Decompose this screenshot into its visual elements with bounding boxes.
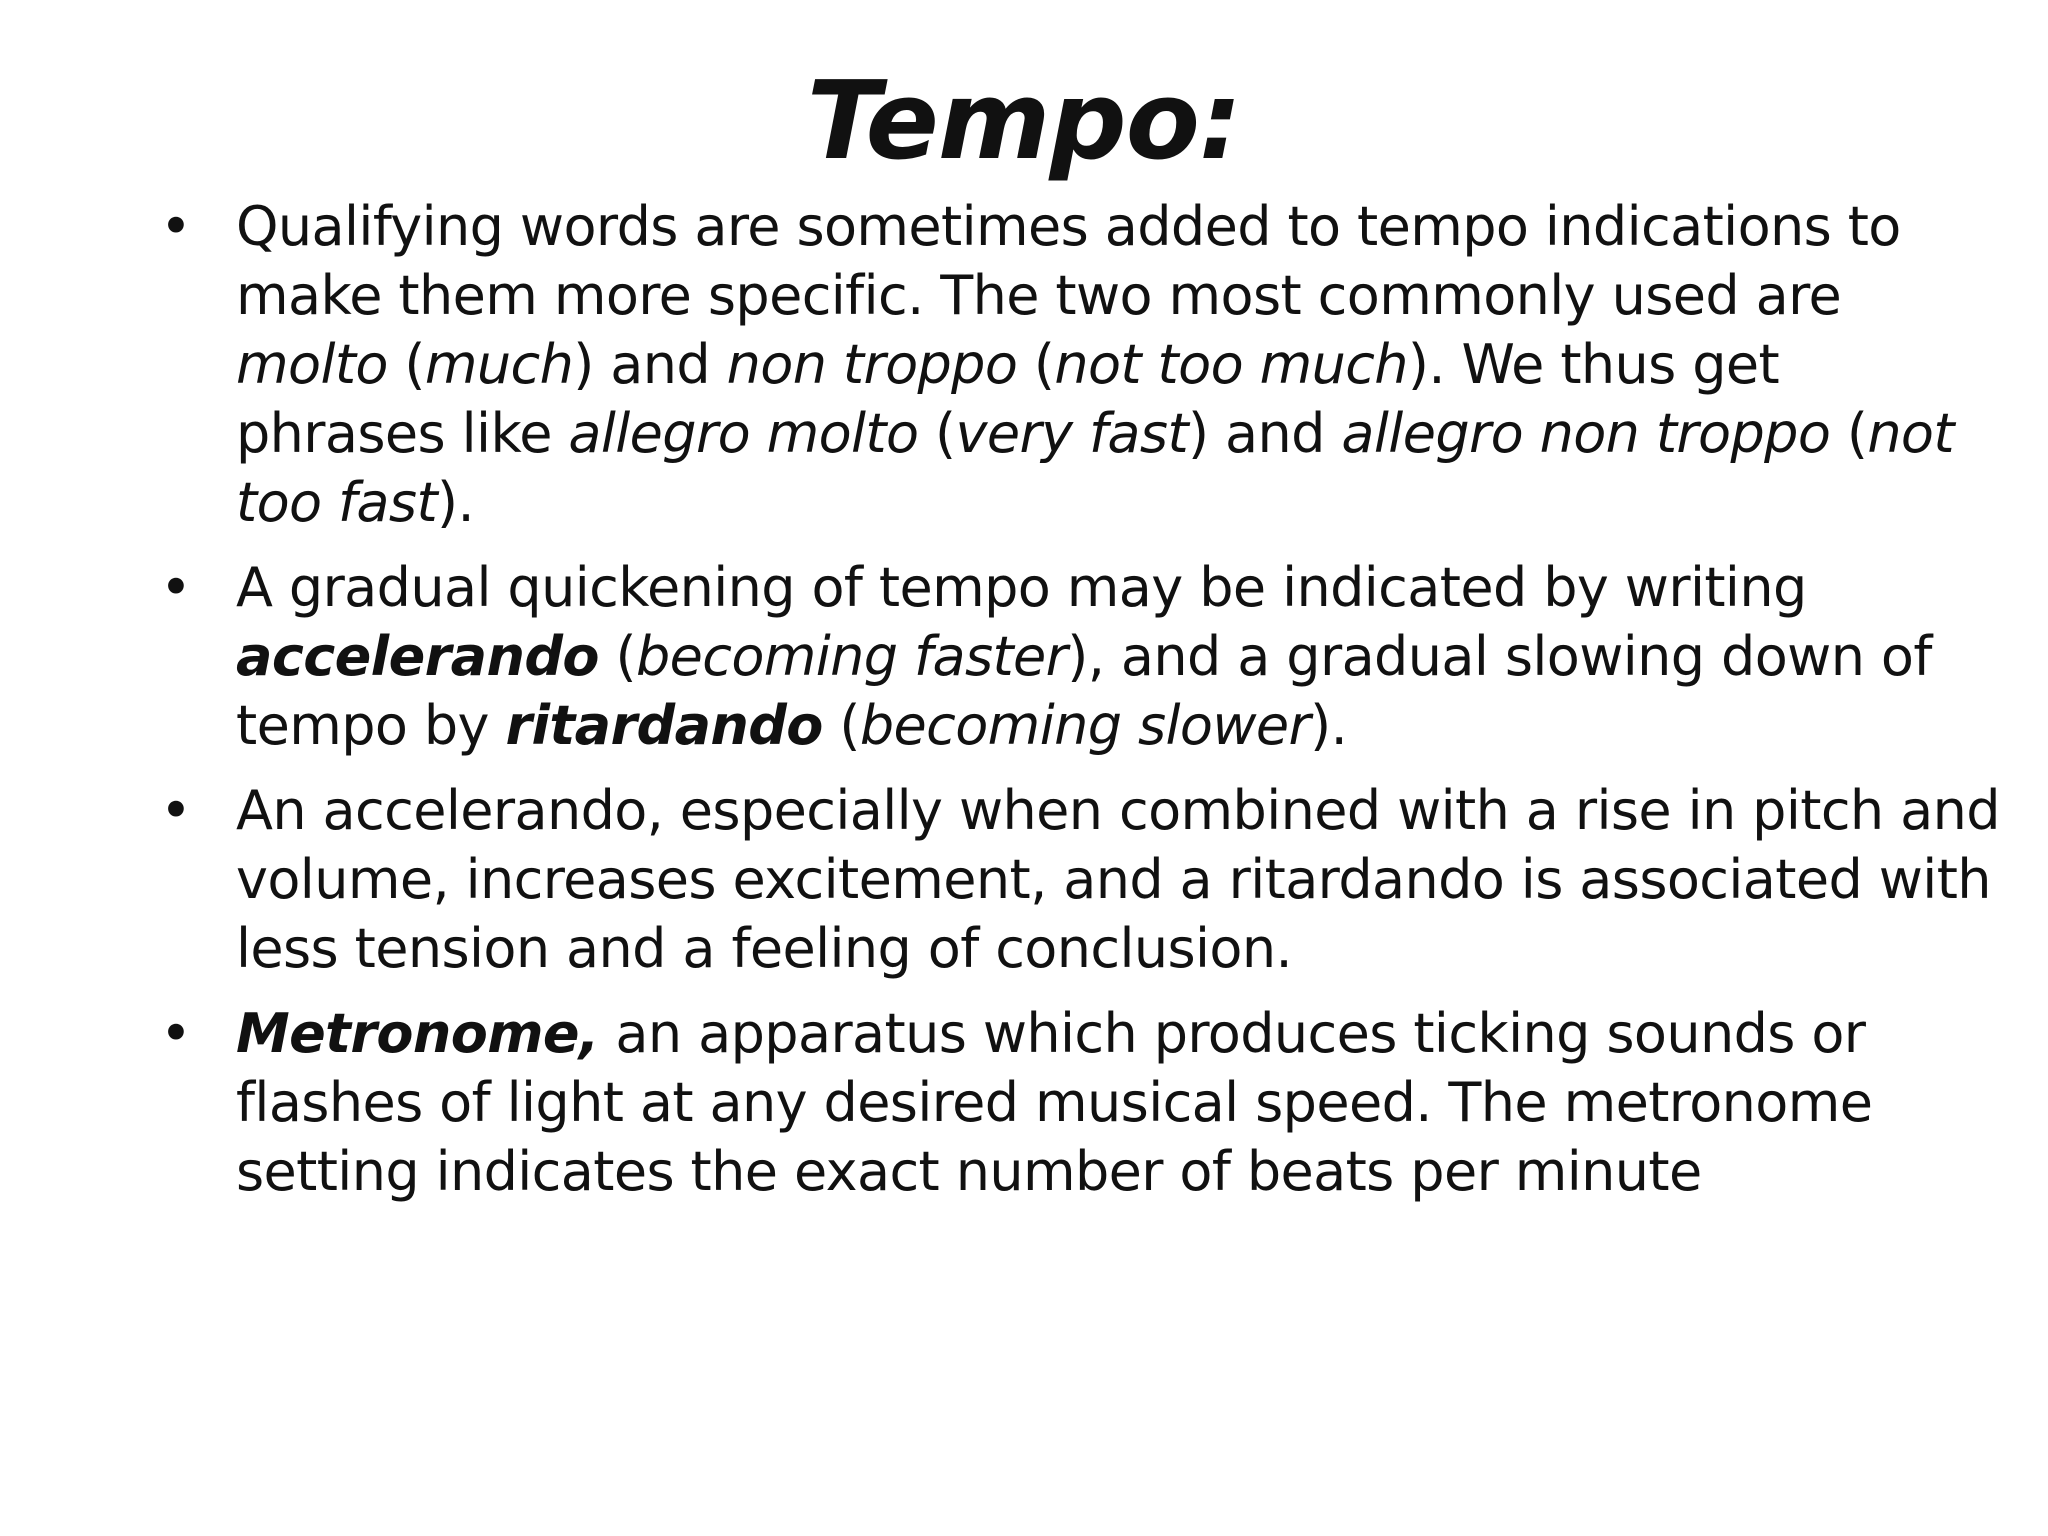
text-segment: ritardando <box>505 694 823 757</box>
text-segment: ( <box>1830 402 1868 465</box>
text-segment: much <box>424 333 574 396</box>
bullet-dot-icon: • <box>160 195 192 258</box>
text-segment: ( <box>387 333 425 396</box>
bullet-text <box>236 1002 1872 1203</box>
text-segment: becoming faster <box>635 625 1068 688</box>
bullet-dot-icon: • <box>160 779 192 842</box>
text-segment: allegro molto <box>568 402 919 465</box>
text-segment: ( <box>598 625 636 688</box>
slide-title: Tempo: <box>806 59 1242 184</box>
text-segment: ). <box>437 471 475 534</box>
text-segment: An accelerando, especially when combined with a rise in pitch and volume, increases excitement, and a ritardando is associated with less tension and a feeling of conclusion. <box>236 779 2000 980</box>
text-segment: becoming slower <box>859 694 1311 757</box>
text-segment: Qualifying words are sometimes added to tempo indications to make them more specific. The two most commonly used are <box>236 195 1901 327</box>
text-segment: ) and <box>1188 402 1342 465</box>
text-segment: ). We thus get phrases like <box>236 333 1780 465</box>
text-segment: an apparatus which produces ticking sounds or flashes of light at any desired musical speed. The metronome setting indicates the exact number of beats per minute <box>236 1002 1873 1203</box>
text-segment: allegro non troppo <box>1341 402 1831 465</box>
text-segment: ( <box>918 402 956 465</box>
text-segment: A gradual quickening of tempo may be indicated by writing <box>236 556 1807 619</box>
bullet-item <box>160 192 2000 537</box>
text-segment: ). <box>1310 694 1348 757</box>
bullet-item <box>160 553 2000 760</box>
bullet-list <box>160 192 2000 1222</box>
bullet-dot-icon: • <box>160 1002 192 1065</box>
bullet-item <box>160 776 2000 983</box>
text-segment: accelerando <box>236 625 599 688</box>
bullet-dot-icon: • <box>160 556 192 619</box>
text-segment: Metronome, <box>236 1002 599 1065</box>
text-segment: not too much <box>1054 333 1408 396</box>
text-segment: molto <box>236 333 388 396</box>
bullet-text <box>236 556 1932 757</box>
text-segment: ( <box>1017 333 1055 396</box>
text-segment: ) and <box>573 333 727 396</box>
text-segment: non troppo <box>726 333 1018 396</box>
bullet-text <box>236 195 1954 534</box>
text-segment: not too fast <box>236 402 1954 534</box>
text-segment: very fast <box>955 402 1189 465</box>
bullet-text <box>236 779 2000 980</box>
text-segment: ( <box>822 694 860 757</box>
bullet-item <box>160 999 2000 1206</box>
text-segment: ), and a gradual slowing down of tempo by <box>236 625 1932 757</box>
